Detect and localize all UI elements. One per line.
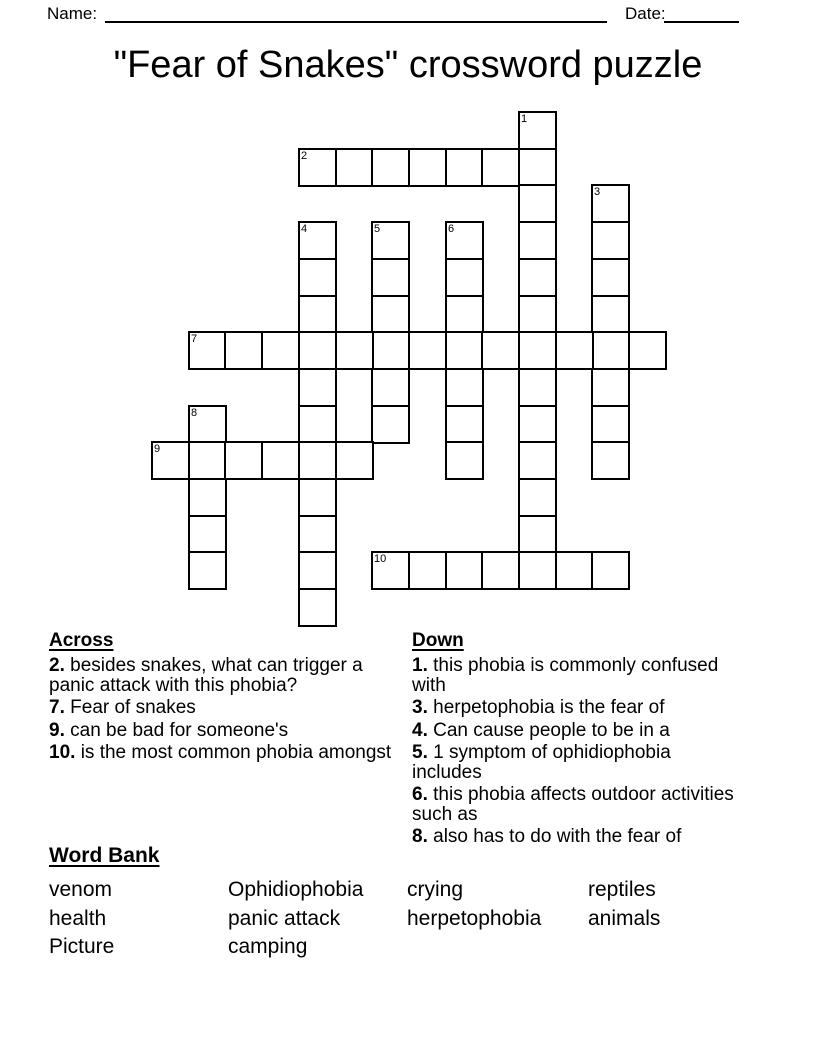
- clue-text: is the most common phobia amongst: [80, 742, 392, 763]
- grid-cell[interactable]: [298, 221, 337, 260]
- date-blank-line[interactable]: [664, 21, 739, 23]
- grid-clue-number: 5: [374, 223, 381, 235]
- grid-clue-number: 2: [301, 150, 308, 162]
- grid-clue-number: 1: [521, 113, 528, 125]
- down-clue-3: [412, 698, 744, 718]
- grid-cell[interactable]: [518, 478, 557, 517]
- grid-cell[interactable]: [188, 478, 227, 517]
- across-clues-section: [49, 630, 401, 766]
- clue-text: this phobia affects outdoor activities such as: [412, 784, 734, 825]
- grid-cell[interactable]: [298, 148, 337, 187]
- grid-cell[interactable]: [224, 331, 263, 370]
- grid-cell[interactable]: [298, 405, 337, 444]
- word-bank-item: camping: [228, 935, 308, 958]
- grid-clue-number: 6: [448, 223, 455, 235]
- grid-cell[interactable]: [371, 258, 410, 297]
- grid-cell[interactable]: [591, 221, 630, 260]
- word-bank-item: animals: [588, 906, 661, 930]
- clue-number: 8.: [412, 826, 428, 847]
- word-bank-list: [49, 876, 769, 962]
- grid-cell[interactable]: [261, 441, 300, 480]
- clue-text: 1 symptom of ophidiophobia includes: [412, 742, 671, 783]
- grid-cell[interactable]: [371, 221, 410, 260]
- grid-cell[interactable]: [445, 368, 484, 407]
- grid-clue-number: 8: [191, 407, 198, 419]
- clue-text: herpetophobia is the fear of: [433, 697, 665, 718]
- clue-number: 10.: [49, 742, 76, 763]
- grid-cell[interactable]: [591, 258, 630, 297]
- grid-cell[interactable]: [628, 331, 667, 370]
- clue-number: 7.: [49, 697, 65, 718]
- grid-cell[interactable]: [335, 148, 374, 187]
- grid-cell[interactable]: [298, 258, 337, 297]
- date-label: Date:: [625, 4, 666, 23]
- grid-cell[interactable]: [481, 331, 520, 370]
- word-bank-item: Picture: [49, 935, 115, 958]
- grid-cell[interactable]: [188, 405, 227, 444]
- clue-number: 1.: [412, 655, 428, 676]
- grid-cell[interactable]: [408, 551, 447, 590]
- word-bank-item: panic attack: [228, 906, 341, 930]
- clue-text: Fear of snakes: [70, 697, 196, 718]
- clue-number: 2.: [49, 655, 65, 676]
- grid-cell[interactable]: [518, 221, 557, 260]
- grid-cell[interactable]: [481, 148, 520, 187]
- grid-cell[interactable]: [408, 148, 447, 187]
- grid-cell[interactable]: [518, 111, 557, 150]
- grid-clue-number: 9: [154, 443, 161, 455]
- grid-clue-number: 3: [594, 186, 601, 198]
- grid-cell[interactable]: [371, 148, 410, 187]
- word-bank-item: Ophidiophobia: [228, 878, 364, 901]
- word-bank-item: venom: [49, 878, 113, 901]
- grid-cell[interactable]: [261, 331, 300, 370]
- grid-cell[interactable]: [591, 184, 630, 223]
- grid-cell[interactable]: [188, 551, 227, 590]
- grid-cell[interactable]: [518, 368, 557, 407]
- down-clues-section: [412, 630, 744, 850]
- clue-text: can be bad for someone's: [70, 719, 289, 741]
- grid-cell[interactable]: [445, 405, 484, 444]
- name-blank-line[interactable]: [105, 21, 607, 23]
- grid-cell[interactable]: [518, 184, 557, 223]
- grid-clue-number: 7: [191, 333, 198, 345]
- grid-cell[interactable]: [445, 148, 484, 187]
- grid-cell[interactable]: [335, 331, 374, 370]
- clue-number: 5.: [412, 742, 428, 763]
- grid-cell[interactable]: [591, 551, 630, 590]
- grid-cell[interactable]: [298, 551, 337, 590]
- clue-text: Can cause people to be in a: [433, 719, 670, 741]
- grid-cell[interactable]: [298, 368, 337, 407]
- grid-cell[interactable]: [298, 588, 337, 627]
- clue-text: besides snakes, what can trigger a panic attack with this phobia?: [49, 655, 363, 696]
- grid-cell[interactable]: [224, 441, 263, 480]
- grid-cell[interactable]: [518, 515, 557, 554]
- grid-cell[interactable]: [518, 331, 557, 370]
- grid-cell[interactable]: [298, 515, 337, 554]
- grid-clue-number: 10: [374, 553, 387, 565]
- clue-number: 3.: [412, 697, 428, 718]
- down-clue-1: [412, 656, 744, 695]
- grid-cell[interactable]: [445, 221, 484, 260]
- across-clue-7: [49, 698, 401, 718]
- grid-cell[interactable]: [408, 331, 447, 370]
- grid-cell[interactable]: [518, 148, 557, 187]
- grid-cell[interactable]: [151, 441, 190, 480]
- across-clue-9: [49, 721, 401, 741]
- clue-text: also has to do with the fear of: [433, 826, 682, 847]
- across-clue-10: [49, 743, 401, 763]
- grid-clue-number: 4: [301, 223, 308, 235]
- grid-cell[interactable]: [518, 441, 557, 480]
- across-clue-2: [49, 656, 401, 695]
- grid-cell[interactable]: [445, 551, 484, 590]
- grid-cell[interactable]: [591, 295, 630, 334]
- grid-cell[interactable]: [518, 551, 557, 590]
- grid-cell[interactable]: [555, 331, 594, 370]
- grid-cell[interactable]: [518, 295, 557, 334]
- grid-cell[interactable]: [298, 295, 337, 334]
- grid-cell[interactable]: [591, 405, 630, 444]
- down-clue-5: [412, 743, 744, 782]
- word-bank-item: crying: [407, 878, 464, 901]
- grid-cell[interactable]: [371, 368, 410, 407]
- grid-cell[interactable]: [371, 551, 410, 590]
- grid-cell[interactable]: [591, 441, 630, 480]
- clue-number: 4.: [412, 719, 428, 741]
- grid-cell[interactable]: [371, 295, 410, 334]
- grid-cell[interactable]: [555, 551, 594, 590]
- grid-cell[interactable]: [371, 331, 410, 370]
- grid-cell[interactable]: [371, 405, 410, 444]
- grid-cell[interactable]: [445, 258, 484, 297]
- word-bank-item: reptiles: [588, 878, 656, 901]
- down-clue-4: [412, 721, 744, 741]
- grid-cell[interactable]: [591, 368, 630, 407]
- word-bank-item: health: [49, 906, 107, 930]
- grid-cell[interactable]: [298, 331, 337, 370]
- name-label: Name:: [47, 4, 98, 23]
- grid-cell[interactable]: [188, 441, 227, 480]
- grid-cell[interactable]: [481, 551, 520, 590]
- clue-number: 6.: [412, 784, 428, 805]
- word-bank-heading: Word Bank: [49, 844, 160, 867]
- across-heading: Across: [49, 630, 114, 651]
- clue-text: this phobia is commonly confused with: [412, 655, 719, 696]
- grid-cell[interactable]: [298, 478, 337, 517]
- word-bank-section: [49, 844, 769, 962]
- clue-number: 9.: [49, 719, 65, 741]
- grid-cell[interactable]: [188, 331, 227, 370]
- grid-cell[interactable]: [445, 441, 484, 480]
- grid-cell[interactable]: [518, 405, 557, 444]
- down-heading: Down: [412, 630, 464, 651]
- word-bank-item: herpetophobia: [407, 906, 542, 930]
- grid-cell[interactable]: [518, 258, 557, 297]
- page-title: "Fear of Snakes" crossword puzzle: [113, 44, 703, 86]
- down-clue-6: [412, 785, 744, 824]
- grid-cell[interactable]: [335, 441, 374, 480]
- grid-cell[interactable]: [445, 331, 484, 370]
- grid-cell[interactable]: [591, 331, 630, 370]
- grid-cell[interactable]: [188, 515, 227, 554]
- grid-cell[interactable]: [298, 441, 337, 480]
- grid-cell[interactable]: [445, 295, 484, 334]
